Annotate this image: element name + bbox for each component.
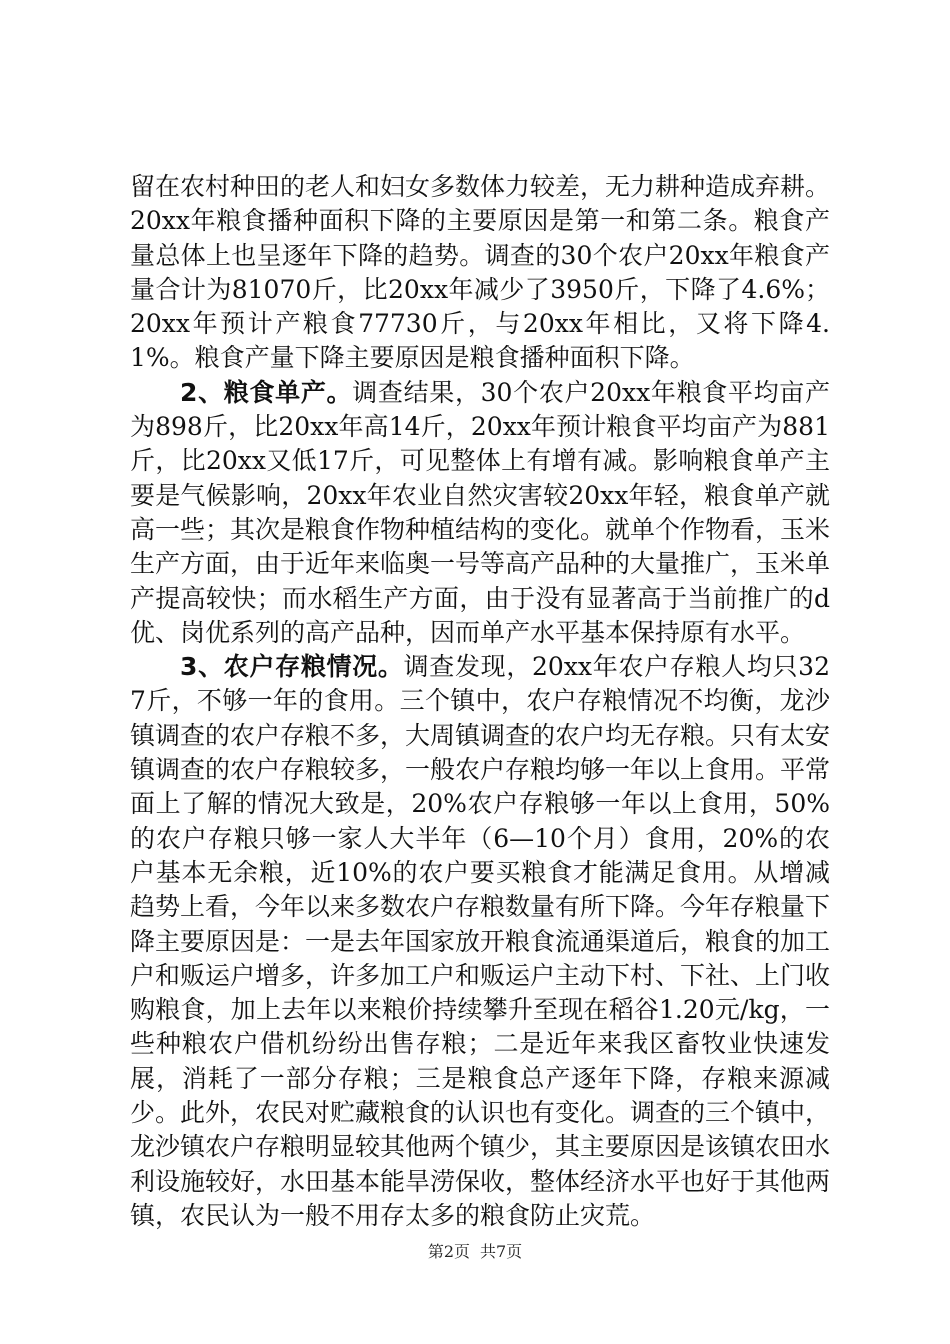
paragraph-text: 调查结果，30个农户20xx年粮食平均亩产为898斤，比20xx年高14斤，20xx年预计粮食平均亩产为881斤，比20xx又低17斤，可见整体上有增有减。影响粮食单产主要是气候影响，20xx年农业自然灾害较20xx年轻，粮食单产就高一些；其次是粮食作物种植结构的变化。就单个作物看，玉米生产方面，由于近年来临奥一号等高产品种的大量推广，玉米单产提高较快；而水稻生产方面，由于没有显著高于当前推广的d优、岗优系列的高产品种，因而单产水平基本保持原有水平。: [130, 377, 831, 647]
section-heading: 2、粮食单产。: [180, 377, 353, 407]
page-total: 共7页: [480, 1242, 523, 1261]
paragraph-text: 留在农村种田的老人和妇女多数体力较差，无力耕种造成弃耕。20xx年粮食播种面积下降的主要原因是第一和第二条。粮食产量总体上也呈逐年下降的趋势。调查的30个农户20xx年粮食产量合计为81070斤，比20xx年减少了3950斤，下降了4.6%；20xx年预计产粮食77730斤，与20xx年相比，又将下降4.1%。粮食产量下降主要原因是粮食播种面积下降。: [130, 172, 831, 373]
section-heading: 3、农户存粮情况。: [180, 652, 404, 682]
page-footer: [0, 1239, 950, 1262]
paragraph-grain-output: [130, 170, 830, 376]
paragraph-text: 调查发现，20xx年农户存粮人均只327斤，不够一年的食用。三个镇中，农户存粮情况不均衡，龙沙镇调查的农户存粮不多，大周镇调查的农户均无存粮。只有太安镇调查的农户存粮较多，一般农户存粮均够一年以上食用。平常面上了解的情况大致是，20%农户存粮够一年以上食用，50%的农户存粮只够一家人大半年（6—10个月）食用，20%的农户基本无余粮，近10%的农户要买粮食才能满足食用。从增减趋势上看，今年以来多数农户存粮数量有所下降。今年存粮量下降主要原因是：一是去年国家放开粮食流通渠道后，粮食的加工户和贩运户增多，许多加工户和贩运户主动下村、下社、上门收购粮食，加上去年以来粮价持续攀升至现在稻谷1.20元/kg，一些种粮农户借机纷纷出售存粮；二是近年来我区畜牧业快速发展，消耗了一部分存粮；三是粮食总产逐年下降，存粮来源减少。此外，农民对贮藏粮食的认识也有变化。调查的三个镇中，龙沙镇农户存粮明显较其他两个镇少，其主要原因是该镇农田水利设施较好，水田基本能旱涝保收，整体经济水平也好于其他两镇，农民认为一般不用存太多的粮食防止灾荒。: [130, 652, 831, 1230]
paragraph-grain-storage: [130, 650, 830, 1233]
paragraph-grain-yield: [130, 376, 830, 650]
document-body: [130, 170, 830, 1233]
page-number: 第2页: [427, 1242, 470, 1261]
